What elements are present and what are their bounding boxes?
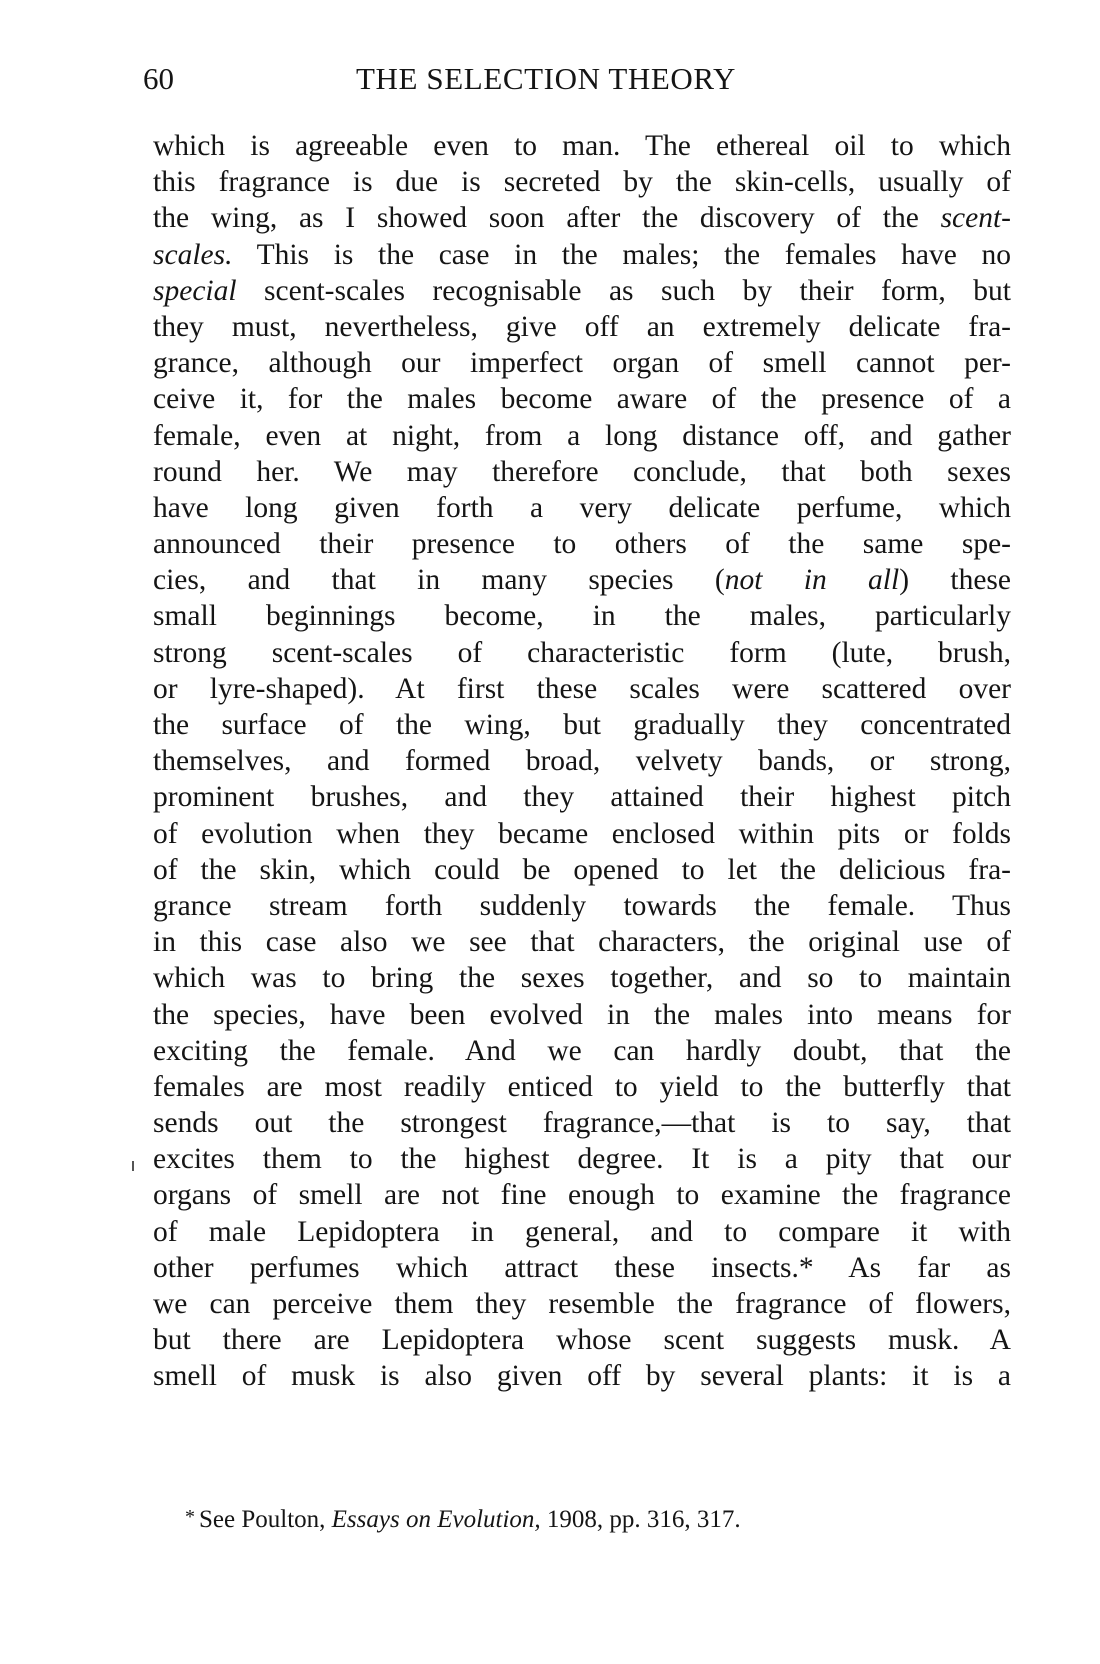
text-line: female, even at night, from a long distance off, and gather xyxy=(153,419,1011,452)
text-line: special scent-scales recognisable as such by their form, but xyxy=(153,274,1011,307)
text-line: of male Lepidoptera in general, and to compare it with xyxy=(153,1215,1011,1248)
margin-mark xyxy=(132,1161,134,1171)
text-line: in this case also we see that characters, the original use of xyxy=(153,926,1011,959)
text-line: grance, although our imperfect organ of smell cannot per- xyxy=(153,347,1011,380)
running-head: THE SELECTION THEORY xyxy=(356,61,736,96)
text-line: round her. We may therefore conclude, that both sexes xyxy=(153,455,1011,488)
footnote-title: Essays on Evolution, xyxy=(331,1506,541,1533)
text-line: prominent brushes, and they attained their highest pitch xyxy=(153,781,1011,814)
text-line: sends out the strongest fragrance,—that is to say, that xyxy=(153,1107,1011,1140)
footnote-prefix: See Poulton, xyxy=(199,1506,332,1533)
text-line: exciting the female. And we can hardly doubt, that the xyxy=(153,1034,1011,1067)
text-line: the wing, as I showed soon after the discovery of the scent- xyxy=(153,202,1011,235)
text-line: cies, and that in many species (not in all) these xyxy=(153,564,1011,597)
text-line: of the skin, which could be opened to let the delicious fra- xyxy=(153,853,1011,886)
page-header xyxy=(143,56,1011,102)
text-line: we can perceive them they resemble the fragrance of flowers, xyxy=(153,1288,1011,1320)
text-line: the species, have been evolved in the males into means for xyxy=(153,998,1011,1031)
text-line: scales. This is the case in the males; the females have no xyxy=(153,238,1011,271)
text-line: females are most readily enticed to yield to the butterfly that xyxy=(153,1070,1011,1103)
text-line: ceive it, for the males become aware of the presence of a xyxy=(153,383,1011,416)
text-line: other perfumes which attract these insects.* As far as xyxy=(153,1251,1011,1284)
text-line: have long given forth a very delicate perfume, which xyxy=(153,491,1011,524)
text-line: this fragrance is due is secreted by the skin-cells, usually of xyxy=(153,166,1011,199)
text-line: grance stream forth suddenly towards the female. Thus xyxy=(153,889,1011,922)
footnote-marker: * xyxy=(185,1506,195,1528)
text-line: excites them to the highest degree. It is a pity that our xyxy=(153,1143,1011,1176)
text-line: which was to bring the sexes together, and so to maintain xyxy=(153,962,1011,995)
footnote-suffix: 1908, pp. 316, 317. xyxy=(540,1506,741,1533)
text-line: of evolution when they became enclosed within pits or folds xyxy=(153,817,1011,850)
text-line: but there are Lepidoptera whose scent suggests musk. A xyxy=(153,1324,1011,1357)
text-line: they must, nevertheless, give off an extremely delicate fra- xyxy=(153,310,1011,343)
text-line: small beginnings become, in the males, particularly xyxy=(153,600,1011,633)
text-line: organs of smell are not fine enough to examine the fragrance xyxy=(153,1179,1011,1212)
text-line: announced their presence to others of the same spe- xyxy=(153,528,1011,561)
body-text xyxy=(153,128,1011,1395)
text-line: or lyre-shaped). At first these scales were scattered over xyxy=(153,672,1011,705)
footnote xyxy=(185,1500,741,1537)
text-line: strong scent-scales of characteristic form (lute, brush, xyxy=(153,636,1011,669)
text-line: smell of musk is also given off by several plants: it is a xyxy=(153,1360,1011,1393)
page-number: 60 xyxy=(143,61,174,96)
text-line: the surface of the wing, but gradually they concentrated xyxy=(153,709,1011,741)
text-line: which is agreeable even to man. The ethereal oil to which xyxy=(153,130,1011,162)
text-line: themselves, and formed broad, velvety bands, or strong, xyxy=(153,745,1011,778)
